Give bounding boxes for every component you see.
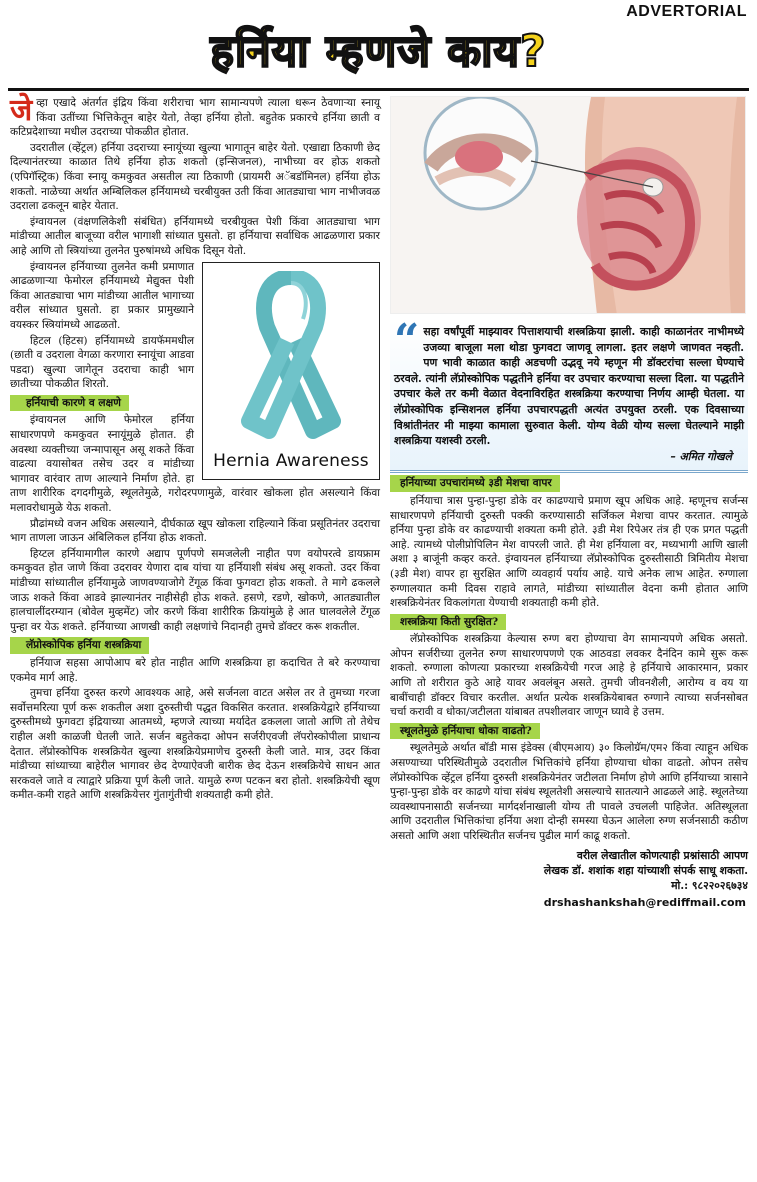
hernia-awareness-image bbox=[202, 262, 380, 480]
femoral-paragraph: इंग्वायनल हर्नियाच्या तुलनेत कमी प्रमाणात आढळणाऱ्या फेमोरल हर्नियामध्ये मेद्युक्त पेशी किंवा आतड्याचा भाग मांडीच्या आतील भागाच्या वरील सांध्यात घुसतो. हा प्रकार प्रामुख्याने वयस्कर स्त्रियांमध्ये आढळतो. bbox=[10, 260, 194, 331]
section-heading-3d-mesh: हर्नियाच्या उपचारांमध्ये ३डी मेशचा वापर bbox=[390, 475, 560, 492]
mesh-paragraph: हर्नियाचा त्रास पुन्हा-पुन्हा डोके वर काढण्याचे प्रमाण खूप अधिक आहे. म्हणूनच सर्जन्स साधारणपणे हर्नियाची दुरुस्ती पक्की करण्यासाठी सर्जिकल मेशचा वापर करतात. त्यामुळे हर्निया पुन्हा डोके वर काढण्याची शक्यता कमी होते. ३डी मेश रिपेअर तंत्र ही एक प्रगत पद्धती आहे. त्यामध्ये पोलीप्रोपिलिन मेश वापरली जाते. ही मेश हर्नियाला वर, मध्यभागी आणि खाली अशा ३ बाजूंनी कव्हर करते. इंग्वायनल हर्नियाच्या लॅप्रोस्कोपिक दुरुस्तीसाठी त्रिमितीय मेशचा (३डी मेश) वापर हा सुरक्षित आणि व्यवहार्य पर्याय आहे. याचे अनेक लाभ आहेत. रुग्णाला रुग्णालयात कमी दिवस राहावे लागते, मांडीच्या सांध्यातील वेदना कमी होतात आणि शस्त्रक्रियेनंतर विकलांगता येण्याची शक्यताही कमी होते. bbox=[390, 494, 748, 610]
section-heading-laparoscopic: लॅप्रोस्कोपिक हर्निया शस्त्रक्रिया bbox=[10, 637, 149, 654]
testimonial-text: सहा वर्षांपूर्वी माझ्यावर पित्ताशयाची शस्त्रक्रिया झाली. काही काळानंतर नाभीमध्ये उजव्या बाजूला मला थोडा फुगवटा जाणवू लागला. इतर लक्षणे जाणवत नव्हती. पण भावी काळात काही अडचणी उद्भवू नये म्हणून मी डॉक्टरांचा सल्ला घेण्याचे ठरवले. त्यांनी लॅप्रोस्कोपिक पद्धतीने हर्निया वर उपचार करण्याचा सल्ला दिला. या पद्धतीने उपचार केले तर कमी वेळात वेदनाविरहित शस्त्रक्रिया करण्याचा निर्णय आम्ही घेतला. या लॅप्रोस्कोपिक इन्सिशनल हर्निया उपचारपद्धती अत्यंत उपयुक्त ठरली. एक दिवसाच्या विश्रांतीनंतर मी माझ्या कामाला सुरुवात केली. योग्य वेळी योग्य सल्ला घेतल्याने माझी शस्त्रक्रिया यशस्वी ठरली. bbox=[394, 325, 744, 448]
section-heading-safety: शस्त्रक्रिया किती सुरक्षित? bbox=[390, 614, 506, 631]
inguinal-paragraph: इंग्वायनल (वंक्षणलिकेशी संबंधित) हर्नियामध्ये चरबीयुक्त पेशी किंवा आतड्याचा भाग मांडीच्या आतील बाजूच्या वरील भागाशी सांध्यात घुसतो. हा हर्नियाचा सर्वाधिक आढळणारा प्रकार आहे आणि तो स्त्रियांच्या तुलनेत पुरुषांमध्ये अधिक दिसून येतो. bbox=[10, 215, 380, 257]
causes-paragraph-1: इंग्वायनल आणि फेमोरल हर्निया साधारणपणे कमकुवत स्नायूंमुळे होतात. ही अवस्था व्यक्तीच्या जन्मापासून असू शकते किंवा वाढत्या वयासोबत तसेच उदर व मांडीच्या भागावर वारंवार ताण आल्याने निर्माण होते. हा ताण शारीरिक दगदगीमुळे, स्थूलतेमुळे, गरोदरपणामुळे, वारंवार खोकला होत असल्याने किंवा मलावरोधामुळे येऊ शकतो. bbox=[10, 414, 380, 515]
contact-phone: मो.: ९८२२०२६७३४ bbox=[671, 878, 748, 892]
safety-paragraph: लॅप्रोस्कोपिक शस्त्रक्रिया केल्यास रुग्ण बरा होण्याचा वेग सामान्यपणे अधिक असतो. ओपन सर्जरीच्या तुलनेत रुग्ण साधारणपणणे एक आठवडा लवकर दैनंदिन कामे सुरू करू शकतो. रुग्णाला कोणत्या प्रकारच्या शस्त्रक्रियेची गरज आहे हे हर्नियाचे आकारमान, प्रकार आणि तो शरीरात कुठे आहे यावर अवलंबून असते. तुमची जीवनशैली, आरोग्य व वय या बाबींचाही डॉक्टर विचार करतील. अर्थात प्रत्येक शस्त्रक्रियेबाबत रुग्णाने त्याच्या सर्जनसोबत चर्चा करावी व धोका/जटीलता यांबाबत तपशीलवार जाणून घ्यावे हे उत्तम. bbox=[390, 633, 748, 719]
hernia-anatomy-image bbox=[391, 97, 746, 314]
testimonial-author: – अमित गोखले bbox=[670, 449, 732, 463]
intro-paragraph bbox=[10, 93, 380, 140]
contact-email[interactable]: drshashankshah@rediffmail.com bbox=[543, 895, 746, 909]
contact-block bbox=[390, 848, 748, 893]
contact-line-1: वरील लेखातील कोणत्याही प्रश्नांसाठी आपण bbox=[576, 848, 748, 862]
drop-cap: जे bbox=[10, 93, 33, 128]
abdomen-illustration bbox=[390, 96, 746, 314]
left-column bbox=[10, 93, 380, 1176]
section-heading-causes: हर्नियाची कारणे व लक्षणे bbox=[10, 395, 129, 412]
section-heading-obesity: स्थूलतेमुळे हर्नियाचा धोका वाढतो? bbox=[390, 723, 540, 740]
advertorial-label: ADVERTORIAL bbox=[626, 3, 747, 20]
intro-text: व्हा एखादे अंतर्गत इंद्रिय किंवा शरीराचा भाग सामान्यपणे त्याला धरून ठेवणाऱ्या स्नायू किंवा उतींच्या भित्तिकेतून बाहेर येतो, तेव्हा हर्निया होतो. बहुतेक प्रकारचे हर्निया छाती व कटिप्रदेशाच्या मधील उदराच्या पोकळीत होतात. bbox=[10, 97, 380, 139]
obesity-paragraph: स्थूलतेमुळे अर्थात बॉडी मास इंडेक्स (बीएमआय) ३० किलोग्रॅम/एम२ किंवा त्याहून अधिक असण्याच्या परिस्थितीमुळे उदरातील भित्तिकांचे हर्निया होण्याचा धोका वाढतो. ओपन तसेच लॅप्रोस्कोपिक व्हेंट्रल हर्निया दुरुस्ती शस्त्रक्रियेनंतर जटीलता निर्माण होणे आणि हर्नियाच्या त्रासाने पुन्हा-पुन्हा डोके वर काढणे यांचा संबंध स्थूलतेशी असल्याचे सातत्याने आढळले आहे. स्थूलतेच्या व्यवस्थापनासाठी सर्जनच्या मार्गदर्शनाखाली योग्य ती पावले उचलली पाहिजेत. अतिस्थूलता आणि उदरातील भित्तिकांचा हर्निया अशा दोन्ही समस्या घेऊन आलेला रुग्ण सर्जनसाठी कठीण असतो आणि अशा परिस्थितीत सर्जनच पुढील मार्ग काढू शकतो. bbox=[390, 742, 748, 842]
awareness-ribbon-icon bbox=[237, 271, 345, 441]
page-title: हर्निया म्हणजे काय? bbox=[210, 26, 547, 77]
right-column bbox=[390, 96, 748, 1176]
laparoscopic-paragraph-2: तुमचा हर्निया दुरुस्त करणे आवश्यक आहे, असे सर्जनला वाटत असेल तर ते तुमच्या गरजा सर्वोत्तमरित्या पूर्ण करू शकतील अशा दुरुस्तीची पद्धत विकसित करतात. शस्त्रक्रियेद्वारे हर्नियाच्या दुरुस्तीमध्ये फुगवटा इंद्रियाच्या आतमध्ये, म्हणजे त्याच्या मर्यादेत ढकलला जातो आणि तो तेथेच राहील अशी काळजी घेतली जाते. सर्जन बहुतेकदा ओपन सर्जरीएवजी लॅपरोस्कोपीला प्राधान्य देतात. लॅप्रोस्कोपिक शस्त्रक्रियेत खुल्या शस्त्रक्रियेप्रमाणेच दुरुस्ती केली जाते. मात्र, उदर किंवा मांडीच्या सांध्याच्या बाहेरील भागावर छेद देण्याऐवजी बारीक छेद देऊन शस्त्रक्रियेचे साधन आत सरकवले जाते व त्याद्वारे प्रक्रिया पूर्ण केली जाते. यामुळे रुग्ण पटकन बरा होतो. शस्त्रक्रियेची खूण कमीत-कमी राहते आणि शस्त्रक्रियेत्तर गुंतागुंतीची शक्यताही कमी होते. bbox=[10, 687, 380, 802]
hernia-awareness-caption: Hernia Awareness bbox=[213, 450, 369, 471]
causes-paragraph-3: हिय्टल हर्नियामागील कारणे अद्याप पूर्णपणे समजलेली नाहीत पण वयोपरत्वे डायफ्राम कमकुवत होत जाणे किंवा उदरावर येणारा दाब यांचा या हर्नियाशी संबंध असू शकतो. उदर किंवा मांडीच्या सांध्यातील हर्नियामुळे जाणवण्याजोगे टेंगूळ किंवा फुगवटा होऊ शकतो. ते मागे ढकलले जाऊ शकते किंवा आडवे झाल्यानंतर नाहीसेही होऊ शकते. हसणे, रडणे, खोकणे, आतड्यातील हालचालींदरम्यान (बोवेल मुव्हमेंट) जोर करणे किंवा शारीरिक क्रियांमुळे हे आत घालवलेले टेंगूळ पुन्हा वर येऊ शकते. हर्नियाच्या आणखी काही लक्षणांचे निदानही तुमचे डॉक्टर करू शकतील. bbox=[10, 547, 380, 633]
laparoscopic-paragraph-1: हर्नियाज सहसा आपोआप बरे होत नाहीत आणि शस्त्रक्रिया हा कदाचित ते बरे करण्याचा एकमेव मार्ग आहे. bbox=[10, 656, 380, 684]
title-divider bbox=[8, 88, 749, 91]
contact-line-2: लेखक डॉ. शशांक शहा यांच्याशी संपर्क साधू शकता. bbox=[543, 863, 748, 877]
patient-testimonial bbox=[390, 315, 748, 473]
quote-mark-icon: “ bbox=[394, 315, 420, 366]
ventral-paragraph: उदरातील (व्हेंट्रल) हर्निया उदराच्या स्नायूंच्या खुल्या भागातून बाहेर येतो. एखाद्या ठिकाणी छेद दिल्यानंतरच्या काळात तिथे हर्निया होऊ शकतो (इन्सिजनल), नाभीच्या वर होऊ शकतो (एपिगॅस्ट्रिक) किंवा स्नायू कमकुवत असतील त्या ठिकाणी (प्रायमरी अॅबडॉमिनल) हर्निया होऊ शकतो. नाळेच्या अर्थात अम्बिलिकल हर्नियामध्ये चरबीयुक्त उती किंवा आतड्याचा भाग नाभीजवळ उदराला ढकलून बाहेर येतात. bbox=[10, 141, 380, 213]
hiatal-paragraph: हिटल (हिटस) हर्नियामध्ये डायफॅममधील (छाती व उदराला वेगळा करणारा स्नायूंचा आडवा पडदा) खुल्या जागेतून उदराचा काही भाग छातीच्या पोकळीत शिरतो. bbox=[10, 334, 194, 391]
causes-paragraph-2: प्रौढांमध्ये वजन अधिक असल्याने, दीर्घकाळ खूप खोकला राहिल्याने किंवा प्रसूतिनंतर उदराचा भाग ताणला जाऊन अंबिलिकल हर्निया होऊ शकतो. bbox=[10, 517, 380, 545]
